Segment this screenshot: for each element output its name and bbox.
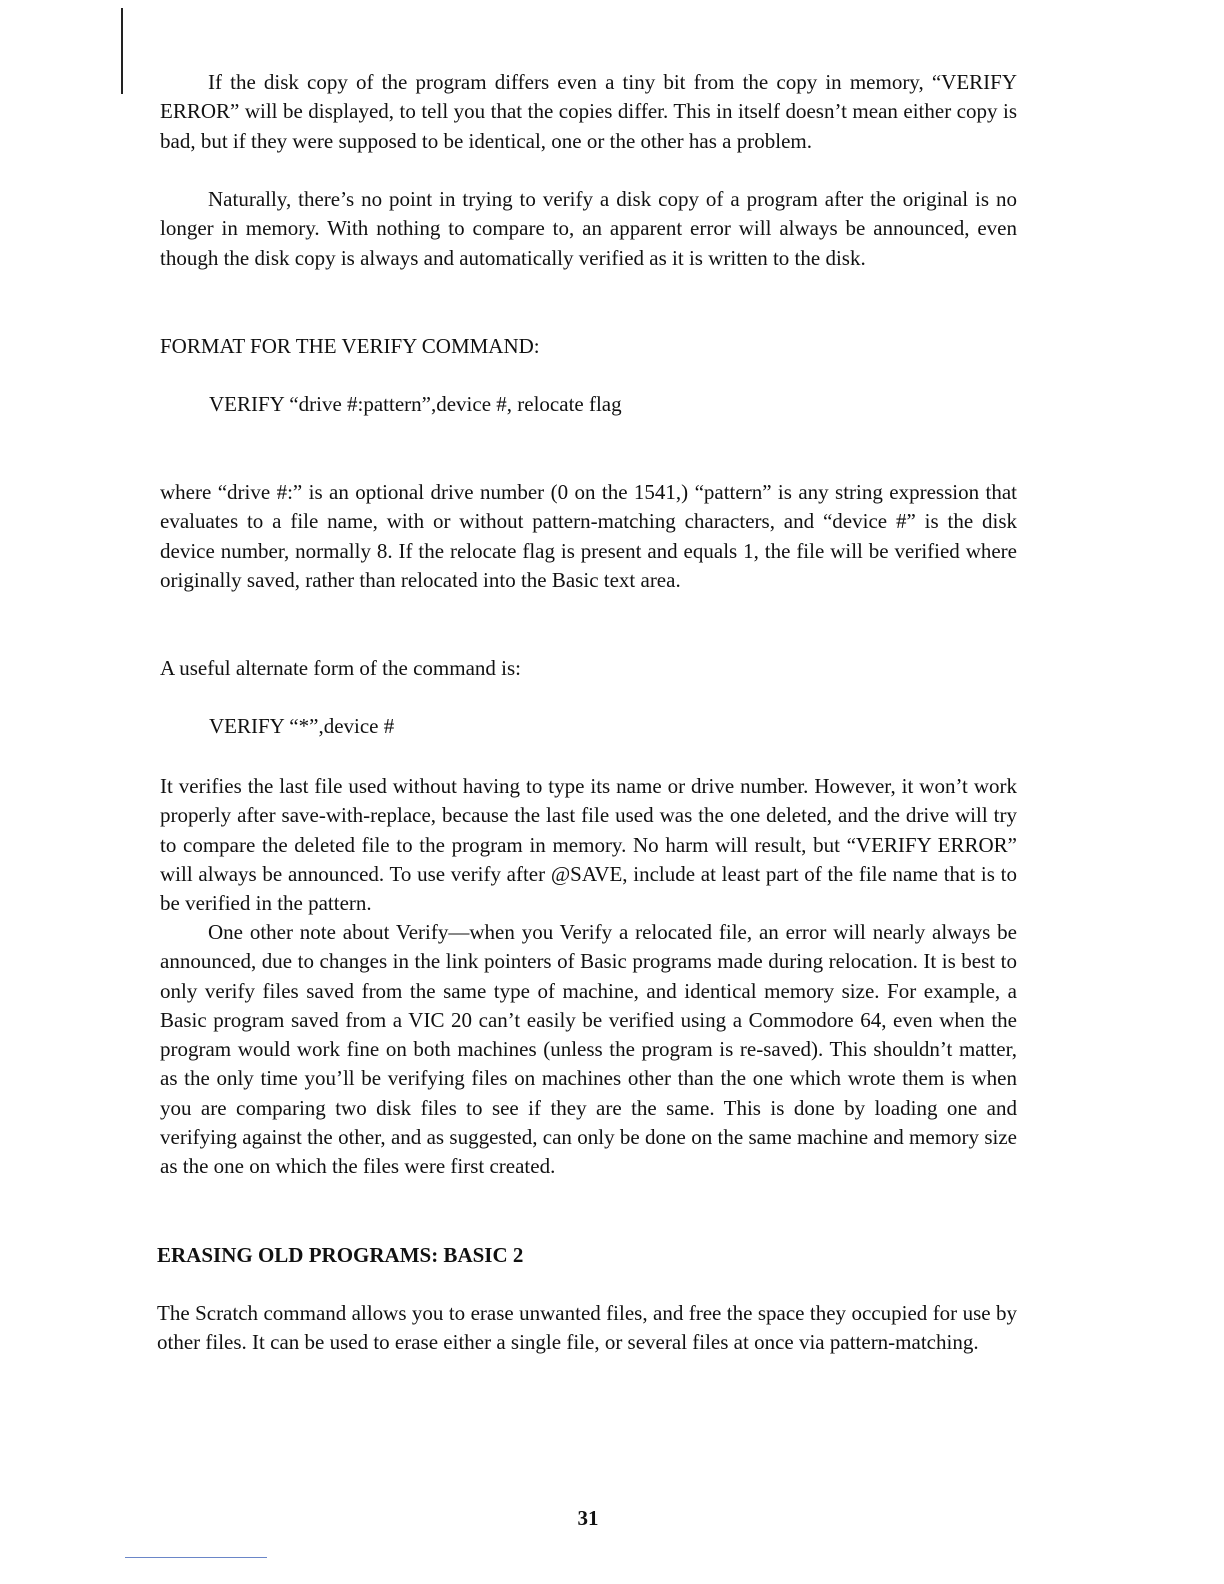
section-heading-erasing: ERASING OLD PROGRAMS: BASIC 2 [157, 1243, 524, 1267]
paragraph-naturally: Naturally, there’s no point in trying to verify a disk copy of a program after the original is no longer in memory. With nothing to compare to, an apparent error will always be announced, even though the disk copy is always and automatically verified as it is written to the disk. [160, 187, 1017, 270]
format-heading: FORMAT FOR THE VERIFY COMMAND: [160, 334, 540, 358]
alternate-form-heading: A useful alternate form of the command is: [160, 656, 521, 680]
paragraph-other-note: One other note about Verify—when you Verify a relocated file, an error will nearly always be announced, due to changes in the link pointers of Basic programs made during relocation. It is best to only verify files saved from the same type of machine, and identical memory size. For example, a Basic program saved from a VIC 20 can’t easily be verified using a Commodore 64, even when the program would work fine on both machines (unless the program is re-saved). This shouldn’t matter, as the only time you’ll be verifying files on machines other than the one which wrote them is when you are comparing two disk files to see if they are the same. This is done by loading one and verifying against the other, and as suggested, can only be done on the same machine and memory size as the one on which the files were first created. [160, 920, 1017, 1179]
format-code: VERIFY “drive #:pattern”,device #, relocate flag [209, 392, 622, 416]
paragraph-where: where “drive #:” is an optional drive number (0 on the 1541,) “pattern” is any string expression that evaluates to a file name, with or without pattern-matching characters, and “device #” is the disk device number, normally 8. If the relocate flag is present and equals 1, the file will be verified where originally saved, rather than relocated into the Basic text area. [160, 480, 1017, 592]
bottom-rule [125, 1557, 267, 1558]
alternate-code: VERIFY “*”,device # [209, 714, 395, 738]
paragraph-verify-error: If the disk copy of the program differs even a tiny bit from the copy in memory, “VERIFY ERROR” will be displayed, to tell you that the copies differ. This in itself doesn’t mean either copy is bad, but if they were supposed to be identical, one or the other has a problem. [160, 70, 1017, 153]
paragraph-last-file: It verifies the last file used without having to type its name or drive number. However, it won’t work properly after save-with-replace, because the last file used was the one deleted, and the drive will try to compare the deleted file to the program in memory. No harm will result, but “VERIFY ERROR” will always be announced. To use verify after @SAVE, include at least part of the file name that is to be verified in the pattern. [160, 774, 1017, 916]
margin-rule [121, 8, 123, 94]
paragraph-scratch: The Scratch command allows you to erase unwanted files, and free the space they occupied for use by other files. It can be used to erase either a single file, or several files at once via pattern-matching. [157, 1301, 1017, 1355]
page-number: 31 [577, 1506, 599, 1530]
